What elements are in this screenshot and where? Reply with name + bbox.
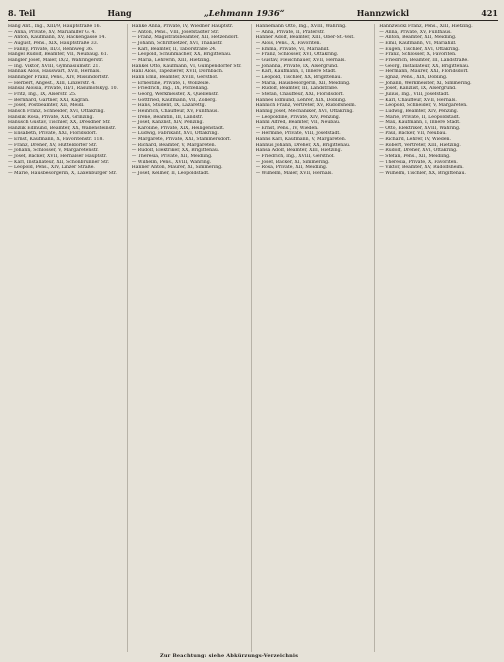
directory-entry: — Josef, Kanzlist, IX, Alsergrund. — [379, 86, 457, 92]
directory-entry: — Stefan, Chauffeur, XXI, Floridsdorf. — [255, 91, 344, 97]
directory-entry: Hanns Karl, Kaufmann, V, Margareten. — [255, 137, 347, 143]
directory-entry: — Herbert, Angest., XIII, Linzerstr. 4. — [8, 80, 96, 86]
directory-entry: — August, Pens., XIX, Hauptstraße 33. — [8, 40, 99, 46]
directory-entry: Hannus Johann, Dreher, XX, Brigittenau. — [255, 142, 351, 148]
directory-entry: — Karoline, Private, XIX, Heiligenstadt. — [131, 125, 225, 131]
directory-entry: — Robert, Vertreter, XIII, Hietzing. — [379, 142, 461, 148]
directory-entry: — Richard, Beamter, V, Margareten. — [131, 142, 217, 148]
directory-entry: Hansal Aloisia, Private, III/1, Rasumofskyg. 10. — [8, 86, 118, 92]
directory-entry: — Ludwig, Beamter, XIV, Penzing. — [379, 108, 459, 114]
directory-entry: — Fritz, Ing., IX, Alserstr. 25. — [8, 91, 77, 97]
directory-entry: — Anton, Beamter, XII, Meidling. — [379, 35, 457, 41]
directory-entry: — Bernhard, Gärtner, XXI, Kagran. — [8, 97, 90, 103]
page-number: 421 — [481, 8, 498, 18]
directory-entry: — Rosa, Private, XII, Meidling. — [255, 165, 328, 171]
directory-entry: — Georg, Installateur, XX, Brigittenau. — [379, 63, 470, 69]
directory-entry: Hanner Anton, Maurer, XI, Simmering. — [131, 165, 223, 171]
directory-entry: Hansa Adolf, Beamter, XIII, Hietzing. — [255, 148, 342, 154]
directory-entry: Hanusch Gustav, Tischler, XX, Dresdner Str. — [8, 120, 111, 126]
directory-entry: — Georg, Werkmeister, X, Quellenstr. — [131, 91, 219, 97]
directory-entry: — Leopold, Schuhmacher, XX, Brigittenau. — [131, 52, 232, 58]
directory-entry: — Rudolf, Dreher, XVI, Ottakring. — [379, 148, 458, 154]
directory-entry: — Richard, Lehrer, IV, Wieden. — [379, 137, 451, 143]
directory-entry: — Emma, Private, VI, Mariahilf. — [255, 46, 330, 52]
directory-entry: — Franz, Schlosser, XVI, Ottakring. — [255, 52, 339, 58]
directory-entry: — Ludwig, Fabrikant, XVI, Ottakring. — [131, 131, 219, 137]
directory-entry: — Karl, Kaufmann, I, Innere Stadt. — [255, 69, 337, 75]
directory-entry: — Ernst, Pens., IV, Wieden. — [255, 125, 319, 131]
directory-entry: — Karl, Beamter, II, Taborstraße 24. — [131, 46, 217, 52]
directory-entry: — Anna, Private, XV, Fünfhaus. — [379, 29, 452, 35]
directory-entry: Hannemann Otto, Ing., XVIII, Währing. — [255, 24, 347, 29]
directory-entry: — Hans, Student, IX, Lazarettg. — [131, 103, 207, 109]
directory-entry: — Otto, Elektriker, XVIII, Währing. — [379, 125, 461, 131]
directory-entry: Hangler Josef, Maler, IX/2, Währingerstr. — [8, 57, 104, 63]
directory-entry: — Leopold, Pens., XIV, Linzer Straße. — [8, 165, 95, 171]
directory-entry: — Elisabeth, Private, XXI, Floridsdorf. — [8, 131, 97, 137]
directory-entry: Hansch Franz, Schneider, XVI, Ottakring. — [8, 108, 105, 114]
directory-entry: — Franz, Dreher, XV, Hütteldorfer Str. — [8, 142, 98, 148]
directory-entry: — Franz, Schlosser, X, Favoriten. — [379, 52, 457, 58]
directory-columns — [8, 24, 498, 652]
directory-entry: — Julius, Ing., VIII, Josefstadt. — [379, 91, 450, 97]
directory-entry: — Viktor, Beamter, XV, Rudolfsheim. — [379, 165, 464, 171]
directory-entry: — Hermine, Private, VIII, Josefstadt. — [255, 131, 341, 137]
directory-entry: — Marie, Private, II, Leopoldstadt. — [379, 114, 461, 120]
directory-entry: — Johann, Schlosser, V, Margaretenstr. — [8, 148, 99, 154]
directory-entry: Hannig Josef, Mechaniker, XVI, Ottakring. — [255, 108, 354, 114]
directory-entry: — Anton, Kaufmann, XV, Hackengasse 14. — [8, 35, 106, 41]
directory-entry: — Friedrich, Ing., XVIII, Gersthof. — [255, 154, 335, 160]
directory-entry: Hankel Otto, Kaufmann, VI, Gumpendorfer Str. — [131, 63, 242, 69]
directory-entry: — Gustav, Fleischhauer, XVII, Hernals. — [255, 57, 346, 63]
directory-entry: Hanslik Rosa, Private, XIX, Grinzing. — [8, 114, 94, 120]
directory-entry: Hanzlik Edmund, Beamter, XX, Wallensteinstr. — [8, 125, 116, 131]
directory-entry: — Gottfried, Kaufmann, VII, Zollerg. — [131, 97, 217, 103]
page-header — [8, 8, 498, 21]
directory-entry: Hanl Alois, Tapezierer, XVII, Dornbach. — [131, 69, 224, 75]
directory-entry: Hang Ant., Ing., XIII/9, Hauptstraße 16. — [8, 24, 101, 29]
column-4 — [379, 24, 498, 652]
directory-entry: — Leopold, Schneider, V, Margareten. — [379, 103, 468, 109]
directory-entry: — Heinrich, Chauffeur, XV, Fünfhaus. — [131, 108, 219, 114]
directory-entry: Hannich Franz, Vertreter, XV, Rudolfsheim. — [255, 103, 357, 109]
directory-entry: — Maria, Hausbesorgerin, XII, Meidling. — [255, 80, 351, 86]
directory-entry: — Ignaz, Pens., XIX, Döbling. — [379, 74, 448, 80]
first-name-key: Hang — [107, 8, 132, 18]
directory-entry: — Leopoldine, Private, XIV, Penzing. — [255, 114, 341, 120]
directory-entry: — Leopold, Tischler, XX, Brigittenau. — [255, 74, 342, 80]
directory-entry: — Johann, Schriftsetzer, XVI, Thaliastr. — [131, 40, 223, 46]
directory-entry: — Franz, Magistratsbeamter, XII, Hetzendorf. — [131, 35, 239, 41]
directory-entry: — Johanna, Private, IX, Alsergrund. — [255, 63, 339, 69]
directory-entry: — Alois, Pens., X, Favoriten. — [255, 40, 321, 46]
directory-entry: Hannzwickl Franz, Pens., XIII, Hietzing. — [379, 24, 473, 29]
directory-entry: — Josef, Bäcker, XVII, Hernalser Hauptstr. — [8, 154, 107, 160]
directory-entry: — Margarete, Private, XXI, Stammersdorf. — [131, 137, 231, 143]
directory-entry: — Marie, Hausbesorgerin, X, Laxenburger Str. — [8, 171, 117, 177]
directory-entry: — Friedrich, Beamter, III, Landstraße. — [379, 57, 469, 63]
directory-entry: — Wilhelm, Maler, XVII, Hernals. — [255, 171, 333, 177]
directory-entry: — Josef, Postbeamter, XII, Meidl. — [8, 103, 85, 109]
directory-entry: Hangel Rudolf, Beamter, VII, Neubaug. 61. — [8, 52, 109, 58]
directory-entry: — Anton, Pens., VIII, Josefstädter Str. — [131, 29, 220, 35]
directory-entry: — Fanny, Private, III/3, Rennweg 36. — [8, 46, 94, 52]
directory-entry: — Josef, Bäcker, XI, Simmering. — [255, 159, 330, 165]
directory-entry: Hannl Alfred, Beamter, VII, Neubau. — [255, 120, 341, 126]
directory-entry: — Wilhelm, Pens., XVIII, Währing. — [131, 159, 212, 165]
directory-entry: — Friedrich, Ing., IX, Porzellang. — [131, 86, 209, 92]
directory-entry: — Karl, Chauffeur, XVII, Hernals. — [379, 97, 457, 103]
directory-entry: — Emil, Kaufmann, VI, Mariahilf. — [379, 40, 457, 46]
directory-entry: Hannes Edmund, Lehrer, XIX, Döbling. — [255, 97, 347, 103]
directory-entry: — Wilhelm, Tischler, XX, Brigittenau. — [379, 171, 466, 177]
directory-entry: Hanner Adolf, Beamter, XIII, Ober-St.-Veit. — [255, 35, 355, 41]
directory-entry: — Stefan, Pens., XII, Meidling. — [379, 154, 451, 160]
directory-entry: — Ernst, Kaufmann, X, Favoritenstr. 118. — [8, 137, 104, 143]
directory-entry: — Anna, Private, XV, Mariahilfer G. 4. — [8, 29, 96, 35]
directory-entry: — Josef, Kanzlist, XIV, Penzing. — [131, 120, 204, 126]
directory-entry: — Theresia, Private, X, Favoriten. — [379, 159, 458, 165]
directory-entry: Hannak Alois, Hauswart, XVII, Hernals. — [8, 69, 101, 75]
directory-title: „Lehmann 1936“ — [203, 9, 285, 19]
directory-entry: — Anna, Private, II, Praterstr. — [255, 29, 325, 35]
directory-entry: — Hermann, Maurer, XXI, Floridsdorf. — [379, 69, 469, 75]
directory-entry: — Eugen, Tischler, XVI, Ottakring. — [379, 46, 460, 52]
column-1 — [8, 24, 128, 652]
directory-entry: — Maria, Lehrerin, XIII, Hietzing. — [131, 57, 211, 63]
last-name-key: Hannzwickl — [356, 8, 410, 18]
directory-entry: — Johann, Werkmeister, XI, Simmering. — [379, 80, 472, 86]
directory-entry: — Irene, Beamtin, III, Landstr. — [131, 114, 203, 120]
directory-entry: — Rudolf, Beamter, III, Landstraße. — [255, 86, 339, 92]
page-footer: Zur Beachtung: siehe Abkürzungs-Verzeichnis — [160, 653, 299, 659]
directory-entry: Hanninger Franz, Pens., XIV, Missindorfstr. — [8, 74, 109, 80]
directory-entry: Hanke Anna, Private, IV, Wiedner Hauptstr. — [131, 24, 234, 29]
directory-entry: — Max, Kaufmann, I, Innere Stadt. — [379, 120, 461, 126]
section-label: 8. Teil — [8, 8, 36, 18]
directory-entry: — Rudolf, Elektriker, XX, Brigittenau. — [131, 148, 220, 154]
directory-entry: — Paul, Bäcker, VII, Neubau. — [379, 131, 447, 137]
column-2 — [132, 24, 252, 652]
directory-entry: — Ing. Viktor, XVIII, Gymnasiumstr. 21. — [8, 63, 100, 69]
directory-entry: — Theresia, Private, XII, Meidling. — [131, 154, 213, 160]
directory-entry: — Josef, Kellner, II, Leopoldstadt. — [131, 171, 210, 177]
directory-entry: — Ernestine, Private, I, Wollzeile. — [131, 80, 210, 86]
directory-entry: Hann Emil, Beamter, XVIII, Gersthof. — [131, 74, 219, 80]
directory-entry: — Karl, Installateur, XII, Schönbrunner Str. — [8, 159, 110, 165]
column-3 — [256, 24, 376, 652]
